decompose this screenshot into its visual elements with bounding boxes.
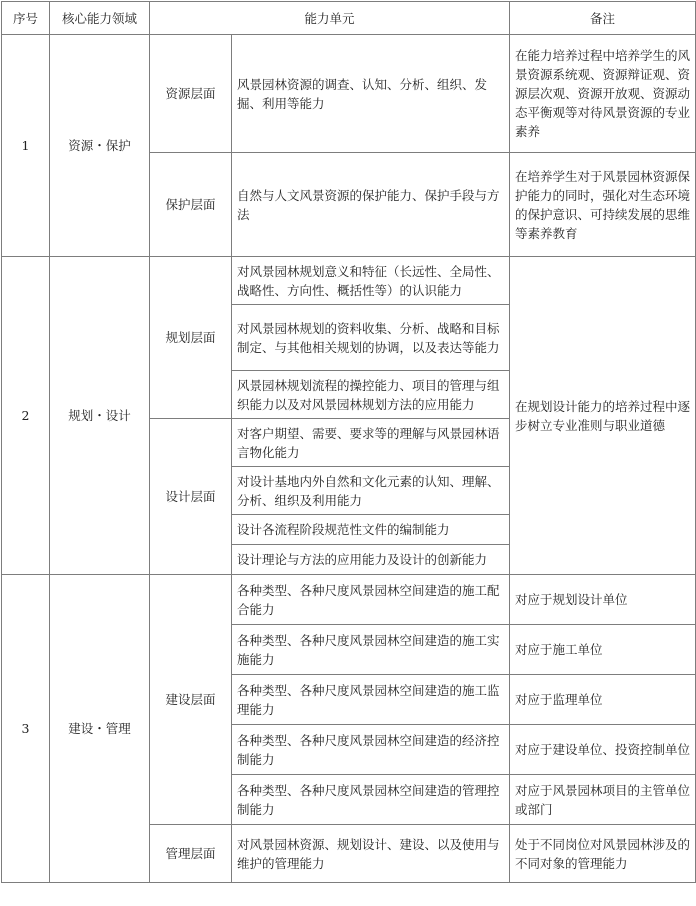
row-unit: 各种类型、各种尺度风景园林空间建造的施工配合能力: [232, 575, 510, 625]
row-unit: 各种类型、各种尺度风景园林空间建造的管理控制能力: [232, 775, 510, 825]
row-unit: 各种类型、各种尺度风景园林空间建造的施工监理能力: [232, 675, 510, 725]
header-unit: 能力单元: [150, 2, 510, 35]
row-note: 在培养学生对于风景园林资源保护能力的同时，强化对生态环境的保护意识、可持续发展的思维等素养教育: [510, 153, 696, 257]
row-note: 在规划设计能力的培养过程中逐步树立专业准则与职业道德: [510, 257, 696, 575]
header-domain: 核心能力领域: [50, 2, 150, 35]
table-row: [2, 257, 696, 305]
row-note: 对应于规划设计单位: [510, 575, 696, 625]
row-unit: 各种类型、各种尺度风景园林空间建造的经济控制能力: [232, 725, 510, 775]
row-note: 对应于施工单位: [510, 625, 696, 675]
row-unit: 对风景园林规划意义和特征（长远性、全局性、战略性、方向性、概括性等）的认识能力: [232, 257, 510, 305]
row-domain: 建设・管理: [50, 575, 150, 883]
row-level: 资源层面: [150, 35, 232, 153]
row-unit: 对客户期望、需要、要求等的理解与风景园林语言物化能力: [232, 419, 510, 467]
header-row: [2, 2, 696, 35]
row-unit: 对设计基地内外自然和文化元素的认知、理解、分析、组织及利用能力: [232, 467, 510, 515]
row-unit: 对风景园林规划的资料收集、分析、战略和目标制定、与其他相关规划的协调，以及表达等能力: [232, 305, 510, 371]
row-note: 对应于建设单位、投资控制单位: [510, 725, 696, 775]
competency-table: [1, 1, 696, 883]
row-note: 在能力培养过程中培养学生的风景资源系统观、资源辩证观、资源层次观、资源开放观、资源动态平衡观等对待风景资源的专业素养: [510, 35, 696, 153]
row-unit: 风景园林规划流程的操控能力、项目的管理与组织能力以及对风景园林规划方法的应用能力: [232, 371, 510, 419]
row-level: 管理层面: [150, 825, 232, 883]
row-no: 2: [2, 257, 50, 575]
row-level: 设计层面: [150, 419, 232, 575]
row-note: 对应于风景园林项目的主管单位或部门: [510, 775, 696, 825]
row-level: 建设层面: [150, 575, 232, 825]
row-note: 处于不同岗位对风景园林涉及的不同对象的管理能力: [510, 825, 696, 883]
row-unit: 各种类型、各种尺度风景园林空间建造的施工实施能力: [232, 625, 510, 675]
header-no: 序号: [2, 2, 50, 35]
row-domain: 规划・设计: [50, 257, 150, 575]
row-no: 1: [2, 35, 50, 257]
header-note: 备注: [510, 2, 696, 35]
row-unit: 自然与人文风景资源的保护能力、保护手段与方法: [232, 153, 510, 257]
row-no: 3: [2, 575, 50, 883]
table-row: [2, 35, 696, 153]
row-domain: 资源・保护: [50, 35, 150, 257]
row-unit: 设计理论与方法的应用能力及设计的创新能力: [232, 545, 510, 575]
row-level: 规划层面: [150, 257, 232, 419]
row-unit: 风景园林资源的调查、认知、分析、组织、发掘、利用等能力: [232, 35, 510, 153]
row-unit: 对风景园林资源、规划设计、建设、以及使用与维护的管理能力: [232, 825, 510, 883]
row-note: 对应于监理单位: [510, 675, 696, 725]
row-level: 保护层面: [150, 153, 232, 257]
table-row: [2, 575, 696, 625]
row-unit: 设计各流程阶段规范性文件的编制能力: [232, 515, 510, 545]
